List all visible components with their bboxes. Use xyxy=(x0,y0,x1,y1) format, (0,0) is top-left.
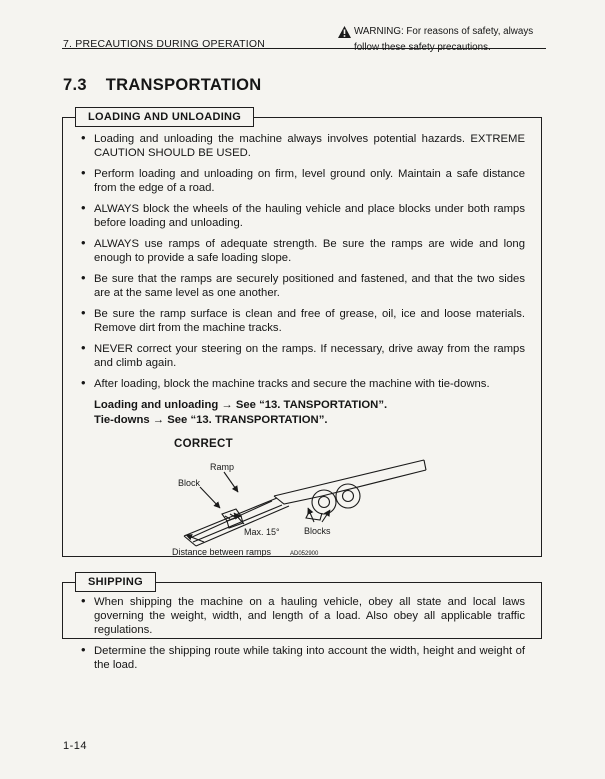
figure-label-blocks: Blocks xyxy=(304,526,331,536)
bullet-item: • When shipping the machine on a hauling vehicle, obey all state and local laws governing the weight, width, and length of a load. Also obey all applicable traffic regulations. xyxy=(79,595,525,637)
bullet-item: • ALWAYS use ramps of adequate strength. Be sure the ramps are wide and long enough to provide a safe loading slope. xyxy=(79,237,525,265)
shipping-box-label: SHIPPING xyxy=(75,572,156,592)
figure-label-ramp: Ramp xyxy=(210,462,235,472)
figure-label-max-angle: Max. 15° xyxy=(244,527,280,537)
reference-loading: Loading and unloading → See “13. TANSPORTATION”. xyxy=(94,399,388,411)
bullet-item: • ALWAYS block the wheels of the hauling vehicle and place blocks under both ramps before loading and unloading. xyxy=(79,202,525,230)
reference-tiedowns: Tie-downs → See “13. TRANSPORTATION”. xyxy=(94,414,328,426)
bullet-item: • Be sure that the ramps are securely positioned and fastened, and that the two sides are at the same level as one another. xyxy=(79,272,525,300)
shipping-bullet-list xyxy=(79,595,525,672)
warning-text-line1: WARNING: For reasons of safety, always xyxy=(354,26,534,37)
page-number: 1-14 xyxy=(63,740,88,752)
loading-figure xyxy=(162,456,442,569)
loading-bullet-list xyxy=(79,132,525,391)
page-title xyxy=(63,76,261,95)
figure-label-block: Block xyxy=(178,478,201,488)
figure-code: AD052900 xyxy=(290,551,319,557)
bullet-item: • Loading and unloading the machine always involves potential hazards. EXTREME CAUTION SHOULD BE USED. xyxy=(79,132,525,160)
bullet-item: • NEVER correct your steering on the ramps. If necessary, drive away from the ramps and climb again. xyxy=(79,342,525,370)
bullet-item: • Perform loading and unloading on firm, level ground only. Maintain a safe distance from the edge of a road. xyxy=(79,167,525,195)
warning-triangle-icon xyxy=(338,26,351,42)
shipping-box xyxy=(62,576,542,671)
bullet-item: • Be sure the ramp surface is clean and free of grease, oil, ice and loose materials. Remove dirt from the machine tracks. xyxy=(79,307,525,335)
loading-unloading-box xyxy=(62,111,542,557)
bullet-item: • After loading, block the machine tracks and secure the machine with tie-downs. xyxy=(79,377,525,391)
bullet-item: • Determine the shipping route while taking into account the width, height and weight of the load. xyxy=(79,644,525,672)
header-rule xyxy=(62,48,546,49)
warning-text-line2: follow these safety precautions. xyxy=(354,41,491,53)
header-section-title: 7. PRECAUTIONS DURING OPERATION xyxy=(63,38,266,50)
page-title-text: TRANSPORTATION xyxy=(105,76,262,94)
correct-caption: CORRECT xyxy=(174,438,233,450)
loading-unloading-box-label: LOADING AND UNLOADING xyxy=(75,107,254,127)
page-title-number: 7.3 xyxy=(63,76,87,94)
figure-label-distance: Distance between ramps xyxy=(172,547,272,557)
cross-references xyxy=(94,398,525,428)
